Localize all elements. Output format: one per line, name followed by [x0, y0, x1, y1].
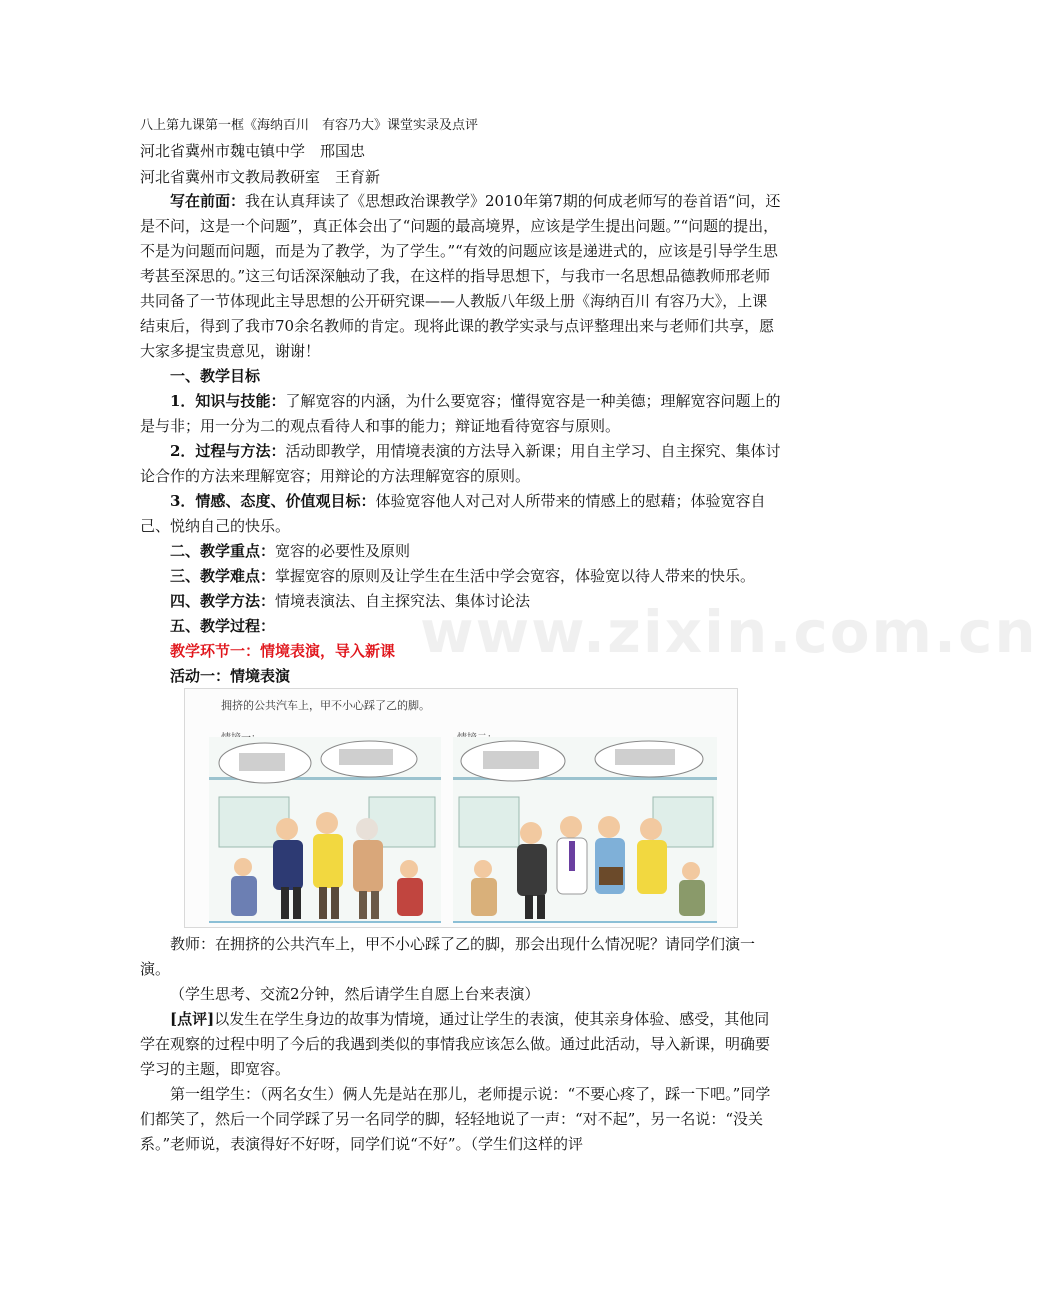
goal-process [140, 439, 782, 489]
preface-text: 我在认真拜读了《思想政治课教学》2010年第7期的何成老师写的卷首语“问，还是不问，这是一个问题”，真正体会出了“问题的最高境界，应该是学生提出问题。”“问题的提出，不是为问题而问题，而是为了教学，为了学生。”“有效的问题应该是递进式的，应该是引导学生思考甚至深思的。”这三句话深深触动了我，在这样的指导思想下，与我市一名思想品德教师邢老师共同备了一节体现此主导思想的公开研究课——人教版八年级上册《海纳百川 有容乃大》，上课结束后，得到了我市70余名教师的肯定。现将此课的教学实录与点评整理出来与老师们共享，愿大家多提宝贵意见，谢谢！ [140, 192, 781, 360]
section-process-heading: 五、教学过程： [170, 617, 276, 635]
author-line-1: 河北省冀州市魏屯镇中学 邢国忠 [140, 142, 366, 160]
goal-emotion-label: 3．情感、态度、价值观目标： [170, 492, 376, 510]
document-title: 八上第九课第一框《海纳百川 有容乃大》课堂实录及点评 [140, 118, 479, 133]
preface-label: 写在前面： [170, 192, 246, 210]
teacher-prompt: 教师：在拥挤的公共汽车上，甲不小心踩了乙的脚，那会出现什么情况呢？请同学们演一演。 [140, 935, 756, 978]
key-points-text: 宽容的必要性及原则 [275, 542, 411, 560]
scene-2-illustration [453, 737, 717, 923]
goal-knowledge-text: 了解宽容的内涵，为什么要宽容；懂得宽容是一种美德；理解宽容问题上的是与非；用一分为二的观点看待人和事的能力；辩证地看待宽容与原则。 [140, 392, 781, 435]
post-figure-text [140, 932, 782, 1157]
student-note: （学生思考、交流2分钟，然后请学生自愿上台来表演） [170, 985, 540, 1003]
illustration-figure [184, 688, 738, 928]
difficulties-text: 掌握宽容的原则及让学生在生活中学会宽容，体验宽以待人带来的快乐。 [275, 567, 756, 585]
methods-text: 情境表演法、自主探究法、集体讨论法 [275, 592, 531, 610]
section-objectives-heading: 一、教学目标 [170, 367, 261, 385]
goal-process-text: 活动即教学，用情境表演的方法导入新课；用自主学习、自主探究、集体讨论合作的方法来理解宽容；用辩论的方法理解宽容的原则。 [140, 442, 781, 485]
activity-1-heading: 活动一：情境表演 [170, 667, 291, 685]
watermark: www.zixin.com.cn [420, 598, 1038, 666]
section-difficulties [140, 564, 782, 589]
preface-paragraph [140, 189, 782, 364]
methods-label: 四、教学方法： [170, 592, 276, 610]
author-line-2: 河北省冀州市文教局教研室 王育新 [140, 168, 381, 186]
figure-caption: 拥挤的公共汽车上，甲不小心踩了乙的脚。 [221, 699, 430, 712]
group-1-paragraph: 第一组学生：（两名女生）俩人先是站在那儿，老师提示说：“不要心疼了，踩一下吧。”同学们都笑了，然后一个同学踩了另一名同学的脚，轻轻地说了一声：“对不起”，另一名说：“没关系。”老师说，表演得好不好呀，同学们说“不好”。（学生们这样的评 [140, 1085, 771, 1153]
goal-process-label: 2．过程与方法： [170, 442, 286, 460]
section-key-points [140, 539, 782, 564]
scene-1-illustration [209, 737, 441, 923]
goal-emotion [140, 489, 782, 539]
goal-knowledge-label: 1．知识与技能： [170, 392, 286, 410]
comment-label: [点评] [170, 1010, 215, 1028]
key-points-label: 二、教学重点： [170, 542, 276, 560]
goal-emotion-text: 体验宽容他人对己对人所带来的情感上的慰藉；体验宽容自己、悦纳自己的快乐。 [140, 492, 766, 535]
difficulties-label: 三、教学难点： [170, 567, 276, 585]
teaching-link-1: 教学环节一：情境表演，导入新课 [170, 642, 396, 660]
comment-paragraph [140, 1007, 782, 1082]
goal-knowledge [140, 389, 782, 439]
comment-text: 以发生在学生身边的故事为情境，通过让学生的表演，使其亲身体验、感受，其他同学在观察的过程中明了今后的我遇到类似的事情我应该怎么做。通过此活动，导入新课，明确要学习的主题，即宽容。 [140, 1010, 771, 1078]
